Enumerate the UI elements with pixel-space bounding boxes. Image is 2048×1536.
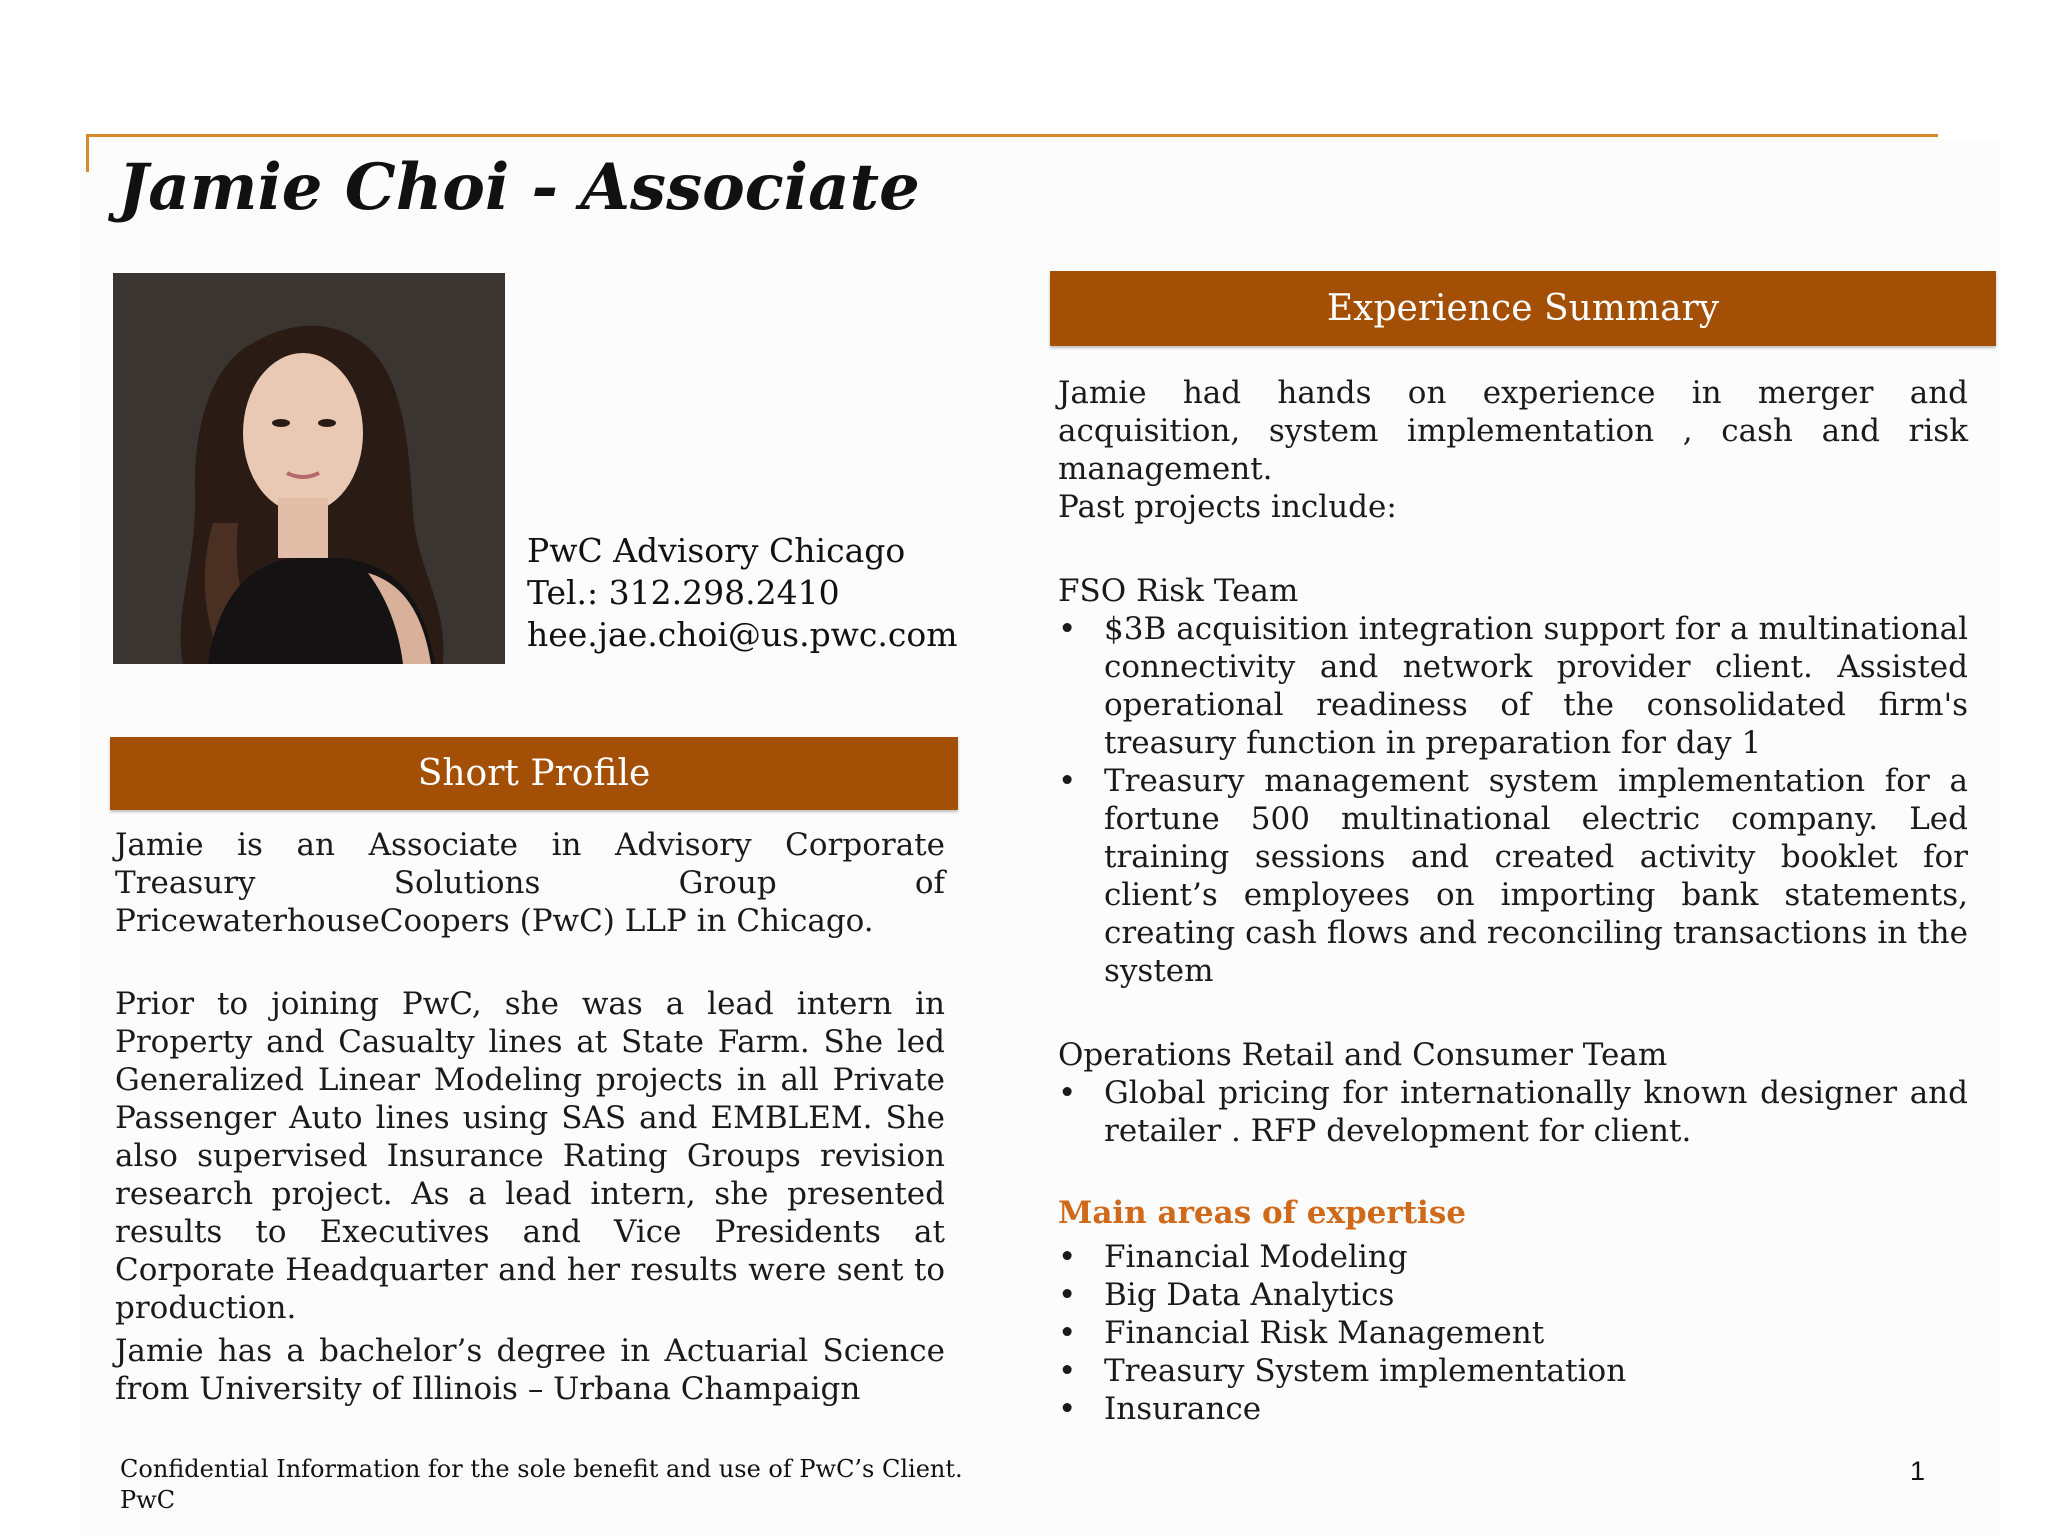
team-name-fso-risk: FSO Risk Team (1058, 573, 1299, 609)
footer-brand: PwC (120, 1486, 176, 1514)
list-item: • Global pricing for internationally known designer and retailer . RFP development for client. (1058, 1075, 1968, 1149)
office-location: PwC Advisory Chicago (527, 531, 906, 570)
bullet: • (1058, 1239, 1077, 1275)
portrait-image (113, 273, 505, 664)
list-item: • Financial Risk Management (1058, 1315, 1545, 1351)
expertise-heading: Main areas of expertise (1058, 1195, 1466, 1231)
page-number: 1 (1910, 1456, 1926, 1486)
list-item: • Treasury System implementation (1058, 1353, 1627, 1389)
footer (120, 1454, 963, 1516)
top-rule (86, 134, 1938, 137)
bullet: • (1058, 1277, 1077, 1313)
short-profile-header: Short Profile (110, 737, 958, 810)
profile-photo (113, 273, 505, 664)
expertise-list (1058, 1238, 1968, 1428)
bullet: • (1058, 1353, 1077, 1389)
list-item: • Financial Modeling (1058, 1239, 1408, 1275)
bullet: • (1058, 763, 1077, 799)
list-item: • $3B acquisition integration support for a multinational connectivity and network provider client. Assisted operational readiness of the consolidated firm's treasury function in preparation for day 1 (1058, 611, 1968, 761)
top-rule-tick (86, 134, 89, 172)
page-title: Jamie Choi - Associate (118, 150, 920, 225)
contact-block (527, 530, 958, 656)
experience-intro: Jamie had hands on experience in merger and acquisition, system implementation , cash and risk management. (1058, 375, 1968, 487)
bullet: • (1058, 1391, 1077, 1427)
experience-summary-header: Experience Summary (1050, 271, 1996, 346)
list-item: • Treasury management system implementation for a fortune 500 multinational electric company. Led training sessions and created activity booklet for client’s employees on importing bank statements, creating cash flows and reconciling transactions in the system (1058, 763, 1968, 989)
bullet: • (1058, 1315, 1077, 1351)
fso-risk-project-list (1058, 610, 1968, 990)
list-item: • Insurance (1058, 1391, 1262, 1427)
bullet: • (1058, 1075, 1077, 1111)
profile-paragraph-role: Jamie is an Associate in Advisory Corporate Treasury Solutions Group of PricewaterhouseCoopers (PwC) LLP in Chicago. (115, 827, 945, 939)
bullet: • (1058, 611, 1077, 647)
operations-retail-project-list (1058, 1074, 1968, 1150)
profile-paragraph-education: Jamie has a bachelor’s degree in Actuarial Science from University of Illinois – Urbana Champaign (115, 1333, 945, 1407)
past-projects-label: Past projects include: (1058, 489, 1397, 525)
confidentiality-notice: Confidential Information for the sole benefit and use of PwC’s Client. (120, 1455, 963, 1483)
list-item: • Big Data Analytics (1058, 1277, 1395, 1313)
profile-paragraph-prior-experience: Prior to joining PwC, she was a lead intern in Property and Casualty lines at State Farm. She led Generalized Linear Modeling projects in all Private Passenger Auto lines using SAS and EMBLEM. She also supervised Insurance Rating Groups revision research project. As a lead intern, she presented results to Executives and Vice Presidents at Corporate Headquarter and her results were sent to production. (115, 986, 945, 1326)
team-name-operations-retail: Operations Retail and Consumer Team (1058, 1037, 1668, 1073)
email-address: hee.jae.choi@us.pwc.com (527, 615, 958, 654)
experience-column (1058, 374, 1968, 1428)
telephone: Tel.: 312.298.2410 (527, 573, 840, 612)
